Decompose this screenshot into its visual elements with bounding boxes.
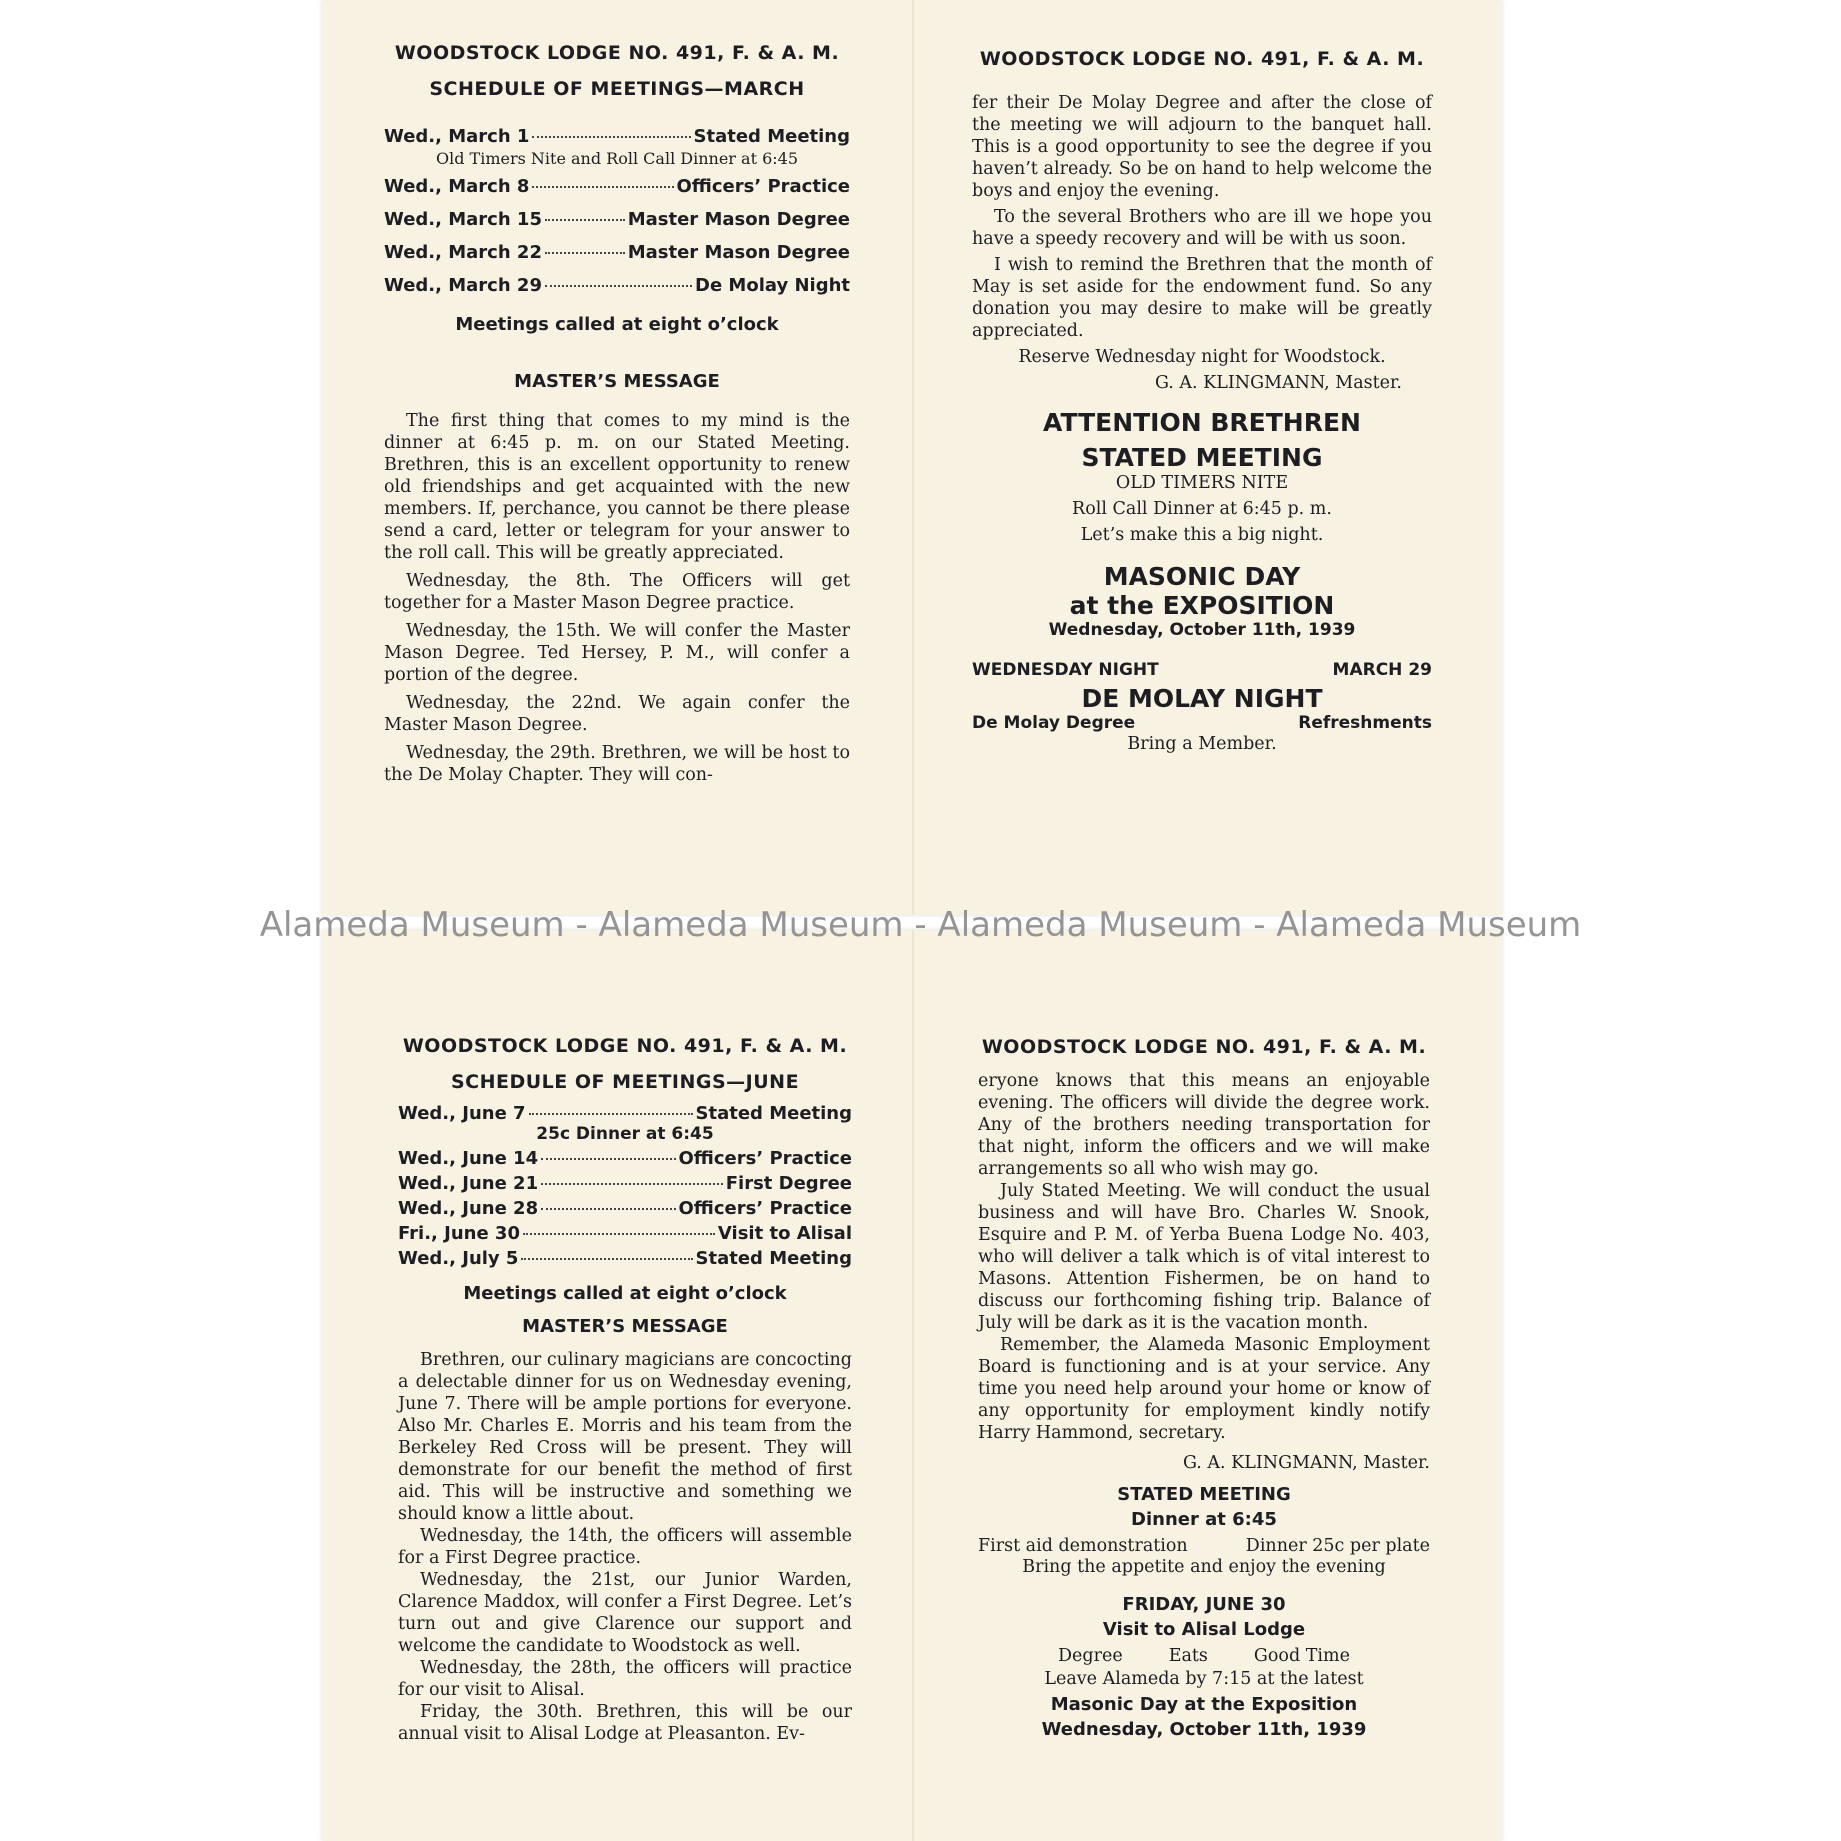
march-right-panel xyxy=(972,48,1432,755)
old-timers: OLD TIMERS NITE xyxy=(1115,473,1289,493)
exposition-heading: at the EXPOSITION xyxy=(1069,591,1335,620)
first-aid-line: First aid demonstration Dinner 25c per plate xyxy=(978,1536,1430,1556)
lodge-header: WOODSTOCK LODGE NO. 491, F. & A. M. xyxy=(394,42,840,64)
schedule-row: Wed., June 7 Stated Meeting xyxy=(398,1103,852,1124)
signature: G. A. KLINGMANN, Master. xyxy=(1154,373,1402,393)
exposition-date: Wednesday, October 11th, 1939 xyxy=(1048,620,1356,640)
schedule-row: Wed., June 21 First Degree xyxy=(398,1173,852,1194)
stated-meeting-heading: STATED MEETING xyxy=(1081,443,1323,472)
leave-alameda: Leave Alameda by 7:15 at the latest xyxy=(1044,1669,1364,1689)
demolay-night-heading: DE MOLAY NIGHT xyxy=(1081,684,1323,713)
june-left-panel xyxy=(398,1035,852,1745)
demolay-line: De Molay Degree Refreshments xyxy=(972,713,1432,733)
june-right-panel xyxy=(978,1036,1430,1740)
march-left-panel xyxy=(384,42,850,786)
stated-meeting-heading: STATED MEETING xyxy=(1117,1484,1291,1505)
meetings-called: Meetings called at eight o’clock xyxy=(455,314,779,335)
fold-line xyxy=(912,930,914,1841)
schedule-row: Wed., June 14 Officers’ Practice xyxy=(398,1148,852,1169)
schedule-row: Wed., March 22 Master Mason Degree xyxy=(384,242,850,263)
march-bulletin xyxy=(322,0,1502,915)
schedule-row: Wed., March 15 Master Mason Degree xyxy=(384,209,850,230)
message-title: MASTER’S MESSAGE xyxy=(514,371,720,392)
schedule-row: Wed., June 28 Officers’ Practice xyxy=(398,1198,852,1219)
visit-alisal: Visit to Alisal Lodge xyxy=(1102,1619,1306,1640)
june-bulletin xyxy=(322,930,1502,1841)
roll-call: Roll Call Dinner at 6:45 p. m. xyxy=(1072,499,1332,519)
masters-message: The first thing that comes to my mind is the dinner at 6:45 p. m. on our Stated Meeting. Brethren, this is an excellent opportunity to renew old friendships and get acquainted with the new members. If, perchance, you cannot be there please send a card, letter or telegram for your answer to the roll call. This will be greatly appreciated. Wednesday, the 8th. The Officers will get together for a Master Mason Degree practice. Wednesday, the 15th. We will confer the Master Mason Degree. Ted Hersey, P. M., will confer a portion of the degree. Wednesday, the 22nd. We again confer the Master Mason Degree. Wednesday, the 29th. Brethren, we will be host to the De Molay Chapter. They will con- xyxy=(384,411,850,785)
masters-message-continued: eryone knows that this means an enjoyable evening. The officers will divide the degree work. Any of the brothers needing transportation for that night, inform the officers and we will make arrangements so all who wish may go. July Stated Meeting. We will conduct the usual business and will have Bro. Charles W. Snook, Esquire and P. M. of Yerba Buena Lodge No. 403, who will deliver a talk which is of vital interest to Masons. Attention Fishermen, be on hand to discuss our forthcoming fishing trip. Balance of July will be dark as it is the vacation month. Remember, the Alameda Masonic Employment Board is functioning and is at your service. Any time you need help around your home or know of any opportunity for employment kindly notify Harry Hammond, secretary. xyxy=(978,1071,1430,1443)
degree-eats-line: Degree Eats Good Time xyxy=(1058,1646,1350,1666)
schedule-row: Wed., March 8 Officers’ Practice xyxy=(384,176,850,197)
schedule-list xyxy=(398,1103,852,1269)
schedule-title: SCHEDULE OF MEETINGS—MARCH xyxy=(429,78,805,100)
masonic-day-line: Masonic Day at the Exposition xyxy=(1050,1694,1358,1715)
reserve-line: Reserve Wednesday night for Woodstock. xyxy=(1018,347,1386,367)
lodge-header: WOODSTOCK LODGE NO. 491, F. & A. M. xyxy=(402,1035,848,1057)
bring-member: Bring a Member. xyxy=(1127,734,1277,754)
schedule-row: Wed., July 5 Stated Meeting xyxy=(398,1248,852,1269)
schedule-row: Wed., March 29 De Molay Night xyxy=(384,275,850,296)
masonic-day-heading: MASONIC DAY xyxy=(1103,562,1301,591)
meetings-called: Meetings called at eight o’clock xyxy=(463,1283,787,1304)
masters-message: Brethren, our culinary magicians are concocting a delectable dinner for us on Wednesday evening, June 7. There will be ample portions for everyone. Also Mr. Charles E. Morris and his team from the Berkeley Red Cross will be present. They will demonstrate for our benefit the method of first aid. This will be instructive and something we should know a little about. Wednesday, the 14th, the officers will assemble for a First Degree practice. Wednesday, the 21st, our Junior Warden, Clarence Maddox, will confer a First Degree. Let’s turn out and give Clarence our support and welcome the candidate to Woodstock as well. Wednesday, the 28th, the officers will practice for our visit to Alisal. Friday, the 30th. Brethren, this will be our annual visit to Alisal Lodge at Pleasanton. Ev- xyxy=(398,1350,852,1744)
dinner-note: 25c Dinner at 6:45 xyxy=(536,1124,714,1144)
appetite-line: Bring the appetite and enjoy the evening xyxy=(1022,1557,1386,1577)
big-night: Let’s make this a big night. xyxy=(1080,525,1324,545)
exposition-date: Wednesday, October 11th, 1939 xyxy=(1041,1719,1367,1740)
lodge-header: WOODSTOCK LODGE NO. 491, F. & A. M. xyxy=(981,1036,1427,1058)
dinner-at: Dinner at 6:45 xyxy=(1131,1509,1277,1530)
schedule-row: Wed., March 1 Stated Meeting xyxy=(384,126,850,147)
attention-heading: ATTENTION BRETHREN xyxy=(1043,408,1361,437)
wed-night-line: WEDNESDAY NIGHT MARCH 29 xyxy=(972,660,1432,680)
schedule-row: Fri., June 30 Visit to Alisal xyxy=(398,1223,852,1244)
signature: G. A. KLINGMANN, Master. xyxy=(1182,1453,1430,1473)
schedule-note: Old Timers Nite and Roll Call Dinner at 6:45 xyxy=(435,149,799,168)
masters-message-continued: fer their De Molay Degree and after the close of the meeting we will adjourn to the banquet hall. This is a good opportunity to see the degree if you haven’t already. So be on hand to help welcome the boys and enjoy the evening. To the several Brothers who are ill we hope you have a speedy recovery and will be with us soon. I wish to remind the Brethren that the month of May is set aside for the endowment fund. So any donation you may desire to make will be greatly appreciated. xyxy=(972,93,1432,341)
schedule-title: SCHEDULE OF MEETINGS—JUNE xyxy=(450,1071,800,1093)
friday-heading: FRIDAY, JUNE 30 xyxy=(1122,1594,1286,1615)
watermark: Alameda Museum - Alameda Museum - Alameda Museum - Alameda Museum xyxy=(259,905,1582,945)
schedule-list xyxy=(384,126,850,296)
message-title: MASTER’S MESSAGE xyxy=(522,1316,728,1337)
lodge-header: WOODSTOCK LODGE NO. 491, F. & A. M. xyxy=(979,48,1425,70)
fold-line xyxy=(912,0,914,915)
